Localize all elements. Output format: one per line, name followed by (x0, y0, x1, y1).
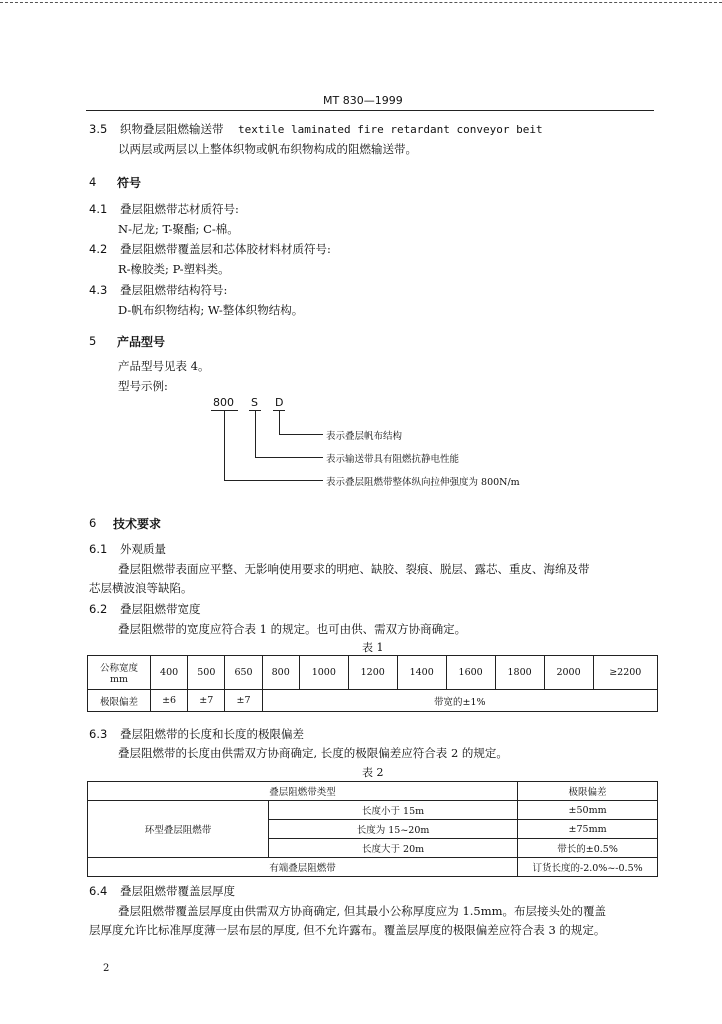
section-4-number: 4 (89, 175, 97, 189)
section-4-1-number: 4.1 (89, 202, 108, 216)
section-3-5-title-en: textile laminated fire retardant conveyor beit (238, 123, 543, 136)
table-1-row2-label: 极限偏差 (88, 690, 151, 712)
table-1-width-cell: 500 (188, 656, 225, 690)
table-1-width-cell: 1800 (495, 656, 544, 690)
table-2-header-deviation: 极限偏差 (518, 782, 658, 801)
section-6-1-line1: 叠层阻燃带表面应平整、无影响使用要求的明疤、缺胶、裂痕、脱层、露芯、重皮、海绵及带 (118, 562, 590, 576)
section-3-5-body: 以两层或两层以上整体织物或帆布织物构成的阻燃输送带。 (118, 142, 417, 156)
page-header-standard: MT 830—1999 (323, 94, 403, 107)
section-5-title: 产品型号 (117, 335, 166, 349)
section-6-title: 技术要求 (113, 517, 162, 531)
section-5-line1: 产品型号见表 4。 (118, 359, 210, 373)
section-6-4-line2: 层厚度允许比标准厚度薄一层布层的厚度, 但不允许露布。覆盖层厚度的极限偏差应符合表 3 的规定。 (89, 923, 606, 937)
table-2-value-cell: ±50mm (518, 801, 658, 820)
table-2-length-cell: 长度为 15~20m (269, 820, 518, 839)
header-rule (86, 110, 654, 111)
table-1-row1-unit: mm (109, 674, 129, 685)
table-1-row1-label: 公称宽度 (99, 663, 138, 674)
table-2-value-cell: ±75mm (518, 820, 658, 839)
section-4-2-body: R-橡胶类; P-塑料类。 (118, 262, 230, 276)
section-4-3-body: D-帆布织物结构; W-整体织物结构。 (118, 303, 304, 317)
section-4-1-title: 叠层阻燃带芯材质符号: (120, 202, 239, 216)
table-2-length-cell: 长度大于 20m (269, 839, 518, 858)
table-1-caption: 表 1 (362, 641, 384, 654)
example-code-s: S (251, 396, 258, 409)
section-4-2-number: 4.2 (89, 242, 108, 256)
section-6-4-line1: 叠层阻燃带覆盖层厚度由供需双方协商确定, 但其最小公称厚度应为 1.5mm。布层接头处的覆盖 (118, 904, 607, 918)
table-1 (87, 655, 658, 712)
leader-d-vertical (279, 410, 280, 434)
table-1-dev-cell: ±7 (225, 690, 262, 712)
leader-s-vertical (255, 410, 256, 457)
example-code-d: D (275, 396, 284, 409)
example-label-d: 表示叠层帆布结构 (326, 431, 403, 442)
section-5-line2: 型号示例: (118, 379, 168, 393)
section-4-title: 符号 (117, 176, 142, 190)
leader-d-horizontal (279, 434, 323, 435)
table-2-ended-type: 有端叠层阻燃带 (88, 858, 518, 877)
table-2-value-cell: 订货长度的-2.0%~-0.5% (518, 858, 658, 877)
table-1-width-cell: 800 (262, 656, 299, 690)
section-6-1-number: 6.1 (89, 542, 108, 556)
leader-s-horizontal (255, 457, 323, 458)
section-6-4-number: 6.4 (89, 884, 108, 898)
section-4-1-body: N-尼龙; T-聚酯; C-棉。 (118, 222, 239, 236)
table-2-length-cell: 长度小于 15m (269, 801, 518, 820)
table-1-width-cell: ≥2200 (593, 656, 657, 690)
table-2-header-type: 叠层阻燃带类型 (88, 782, 518, 801)
table-1-width-cell: 1200 (348, 656, 397, 690)
section-6-4-title: 叠层阻燃带覆盖层厚度 (120, 884, 235, 898)
section-6-1-line2: 芯层横波浪等缺陷。 (89, 581, 193, 595)
table-2-caption: 表 2 (362, 766, 384, 779)
table-1-width-cell: 1400 (397, 656, 446, 690)
table-1-width-cell: 1000 (299, 656, 348, 690)
section-6-2-body: 叠层阻燃带的宽度应符合表 1 的规定。也可由供、需双方协商确定。 (118, 622, 467, 636)
example-label-s: 表示输送带具有阻燃抗静电性能 (326, 454, 460, 465)
section-5-number: 5 (89, 334, 97, 348)
table-1-dev-rest: 带宽的±1% (262, 690, 657, 712)
scan-top-edge (0, 2, 722, 3)
table-1-dev-cell: ±7 (188, 690, 225, 712)
leader-800-vertical (224, 410, 225, 480)
section-3-5-number: 3.5 (89, 122, 108, 136)
section-6-1-title: 外观质量 (120, 542, 166, 556)
table-1-width-cell: 1600 (446, 656, 495, 690)
section-6-3-body: 叠层阻燃带的长度由供需双方协商确定, 长度的极限偏差应符合表 2 的规定。 (118, 746, 508, 760)
table-1-header-cell (88, 656, 151, 690)
table-1-width-cell: 650 (225, 656, 262, 690)
section-6-number: 6 (89, 516, 97, 530)
page-number: 2 (103, 963, 110, 974)
example-code-800: 800 (213, 396, 234, 409)
leader-800-horizontal (224, 480, 323, 481)
table-1-dev-cell: ±6 (151, 690, 188, 712)
section-6-2-number: 6.2 (89, 602, 108, 616)
section-4-3-number: 4.3 (89, 283, 108, 297)
table-2-ring-type: 环型叠层阻燃带 (88, 801, 269, 858)
section-6-3-title: 叠层阻燃带的长度和长度的极限偏差 (120, 727, 304, 741)
section-3-5-title: 织物叠层阻燃输送带 (120, 122, 224, 136)
section-6-3-number: 6.3 (89, 727, 108, 741)
example-label-800: 表示叠层阻燃带整体纵向拉伸强度为 800N/m (326, 477, 520, 488)
table-1-width-cell: 400 (151, 656, 188, 690)
section-4-3-title: 叠层阻燃带结构符号: (120, 283, 228, 297)
table-2-value-cell: 带长的±0.5% (518, 839, 658, 858)
section-4-2-title: 叠层阻燃带覆盖层和芯体胶材料材质符号: (120, 242, 331, 256)
table-1-width-cell: 2000 (544, 656, 593, 690)
section-6-2-title: 叠层阻燃带宽度 (120, 602, 201, 616)
table-2 (87, 781, 658, 877)
